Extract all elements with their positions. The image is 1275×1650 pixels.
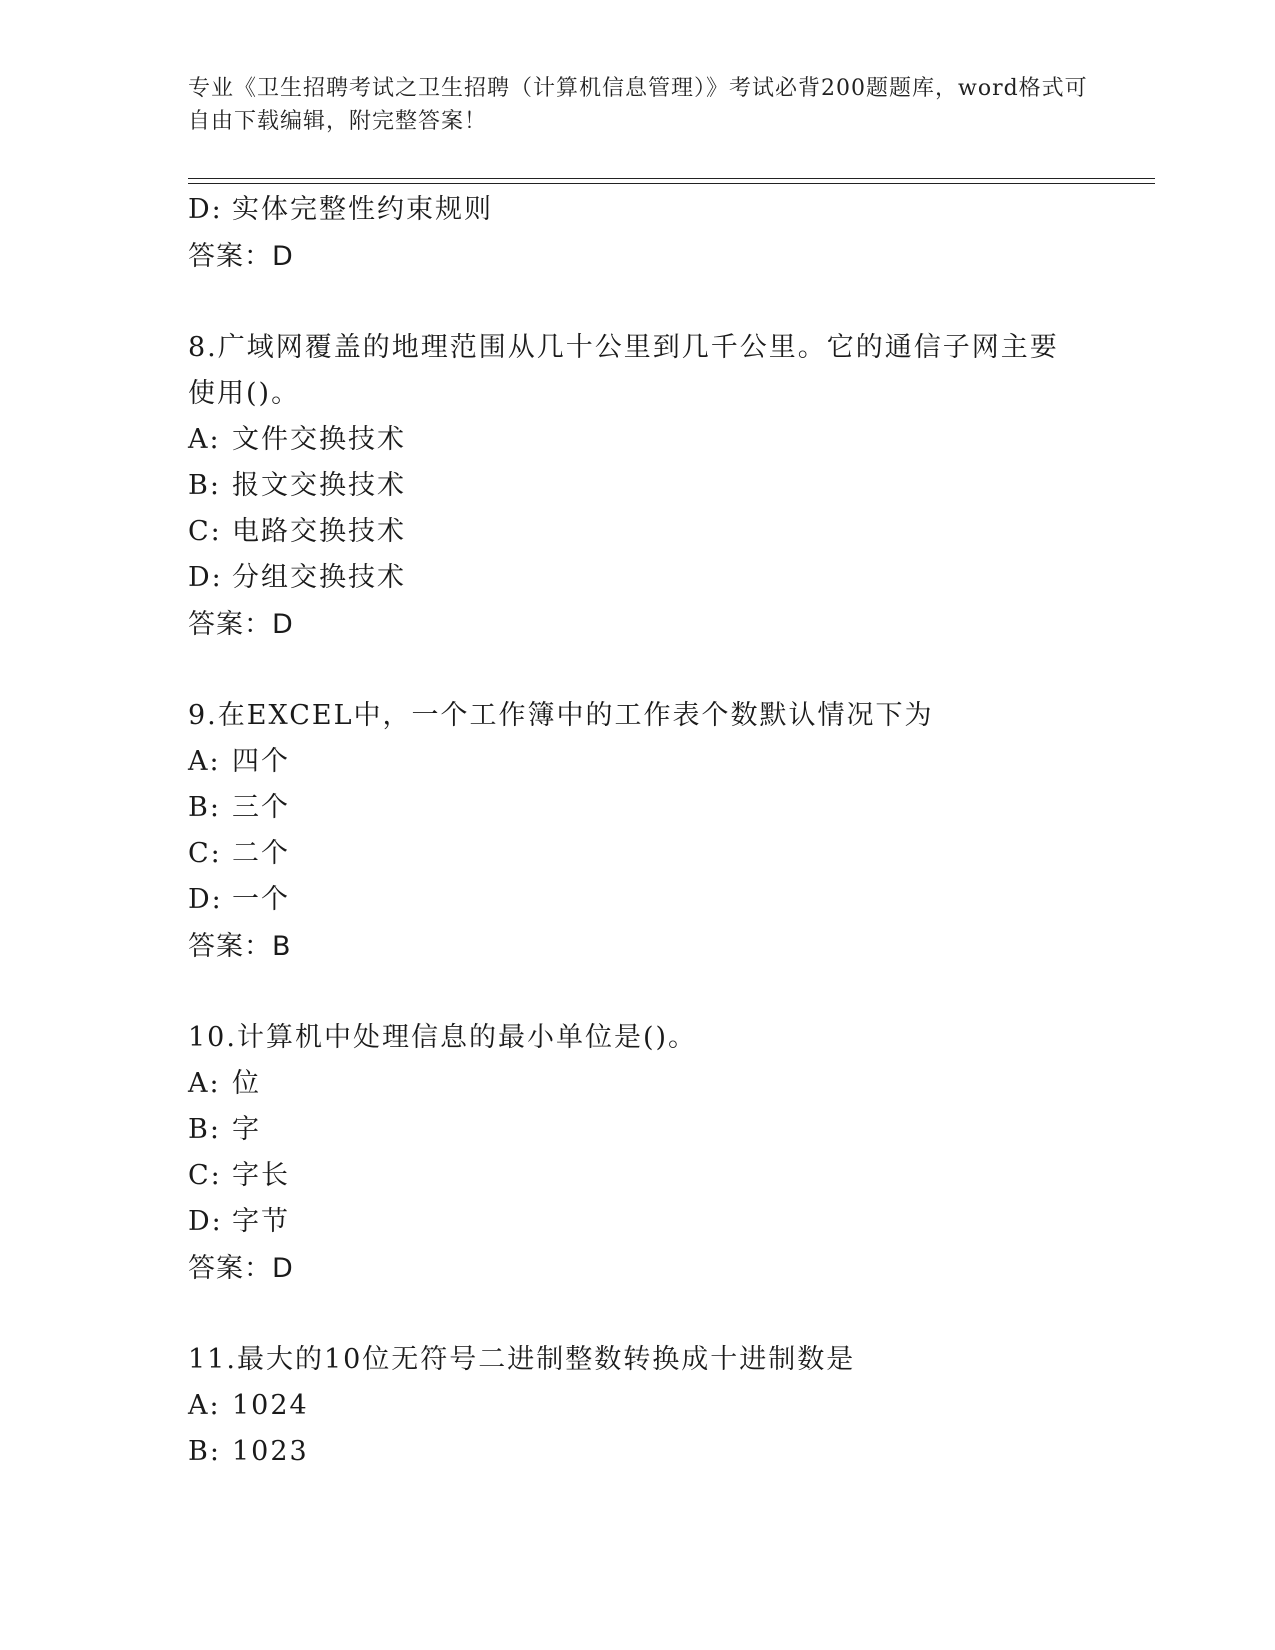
answer-line: 答案：D [188, 1253, 294, 1284]
option-b: B: 1023 [188, 1436, 309, 1467]
option-a: A: 四个 [188, 746, 290, 777]
answer-line: 答案：D [188, 609, 294, 640]
question-stem: 11.最大的10位无符号二进制整数转换成十进制数是 [188, 1344, 856, 1375]
question-stem: 8.广域网覆盖的地理范围从几十公里到几千公里。它的通信子网主要使用()。 [188, 332, 1059, 409]
question-stem: 9.在EXCEL中，一个工作簿中的工作表个数默认情况下为 [188, 700, 934, 731]
option-b: B: 报文交换技术 [188, 470, 406, 501]
question-list [188, 187, 1148, 1475]
option-c: C: 字长 [188, 1160, 290, 1191]
option-d: D: 一个 [188, 884, 290, 915]
header-divider-bottom [188, 183, 1155, 184]
option-c: C: 电路交换技术 [188, 516, 406, 547]
option-a: A: 1024 [188, 1390, 309, 1421]
option-b: B: 字 [188, 1114, 261, 1145]
question-stem: 10.计算机中处理信息的最小单位是()。 [188, 1022, 698, 1053]
option-a: A: 文件交换技术 [188, 424, 406, 455]
document-header: 专业《卫生招聘考试之卫生招聘（计算机信息管理）》考试必背200题题库，word格式可自由下载编辑，附完整答案！ [188, 76, 1088, 134]
header-divider-top [188, 178, 1155, 179]
option-d: D: 字节 [188, 1206, 290, 1237]
option-d: D: 分组交换技术 [188, 562, 406, 593]
option-b: B: 三个 [188, 792, 290, 823]
option-d: D: 实体完整性约束规则 [188, 194, 493, 225]
option-a: A: 位 [188, 1068, 261, 1099]
answer-line: 答案：B [188, 931, 292, 962]
answer-line: 答案：D [188, 241, 294, 272]
option-c: C: 二个 [188, 838, 290, 869]
